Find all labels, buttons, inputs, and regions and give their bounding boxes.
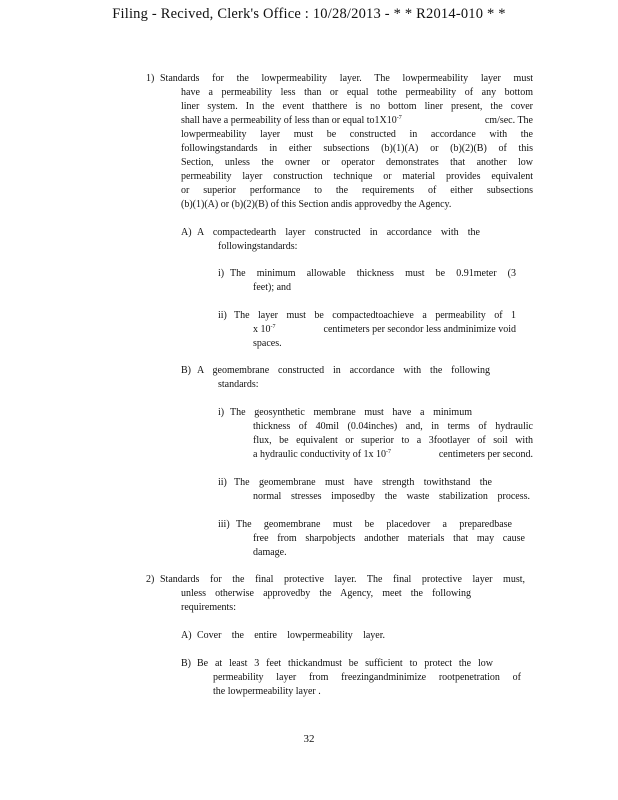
text-line: lowpermeability layer must be constructed in accordance with the	[181, 129, 533, 140]
text-fragment: x 10	[253, 324, 271, 335]
text-line: spaces.	[253, 338, 282, 349]
text-line	[253, 448, 533, 462]
item-text-cont	[253, 323, 516, 351]
text-line: requirements:	[181, 602, 236, 613]
text-line: A compactedearth layer constructed in accordance with the	[197, 227, 480, 238]
text-line: unless otherwise approvedby the Agency, meet the following	[181, 588, 471, 599]
item-label: i)	[218, 268, 225, 279]
text-line	[181, 114, 533, 128]
text-line: Section, unless the owner or operator demonstrates that another low	[181, 157, 533, 168]
text-fragment: centimeters per secondor less andminimize void	[323, 324, 516, 335]
item-label: 1)	[146, 73, 155, 84]
item-text	[197, 226, 480, 240]
text-line: followingstandards:	[218, 241, 298, 252]
text-line: The geomembrane must have strength towithstand the	[234, 477, 492, 488]
text-line: normal stresses imposedby the waste stabilization process.	[253, 491, 530, 502]
text-fragment: shall have a permeability of less than or equal to1X10	[181, 115, 397, 126]
text-line: free from sharpobjects andother materials that may cause	[253, 533, 525, 544]
item-text-cont	[218, 378, 490, 392]
text-line: feet); and	[253, 282, 292, 293]
text-line: damage.	[253, 547, 287, 558]
item-text-cont	[181, 587, 471, 615]
item-text-cont	[253, 490, 530, 504]
text-line: The layer must be compactedtoachieve a permeability of 1	[234, 310, 516, 321]
item-label: iii)	[218, 519, 230, 530]
item-label: ii)	[218, 310, 227, 321]
text-line: The geosynthetic membrane must have a minimum	[230, 407, 472, 418]
text-line: followingstandards in either subsections (b)(1)(A) or (b)(2)(B) of this	[181, 143, 533, 154]
text-fragment: centimeters per second.	[438, 449, 533, 460]
item-label: B)	[181, 365, 191, 376]
item-text	[230, 267, 516, 281]
exponent: -7	[396, 115, 402, 121]
item-label: i)	[218, 407, 225, 418]
item-label: A)	[181, 630, 192, 641]
item-text	[234, 476, 492, 490]
text-line: permeability layer from freezingandminimize rootpenetration of	[213, 672, 521, 683]
item-text-cont	[218, 240, 480, 254]
text-line: liner system. In the event thatthere is no bottom liner present, the cover	[181, 101, 533, 112]
item-text	[230, 406, 472, 420]
text-fragment: a hydraulic conductivity of 1x 10	[253, 449, 387, 460]
item-text	[197, 657, 493, 671]
text-line: Standards for the lowpermeability layer. The lowpermeability layer must	[160, 73, 533, 84]
text-line: Be at least 3 feet thickandmust be sufficient to protect the low	[197, 658, 493, 669]
exponent: -7	[270, 324, 276, 330]
text-line: have a permeability less than or equal tothe permeability of any bottom	[181, 87, 533, 98]
text-fragment: cm/sec. The	[484, 115, 533, 126]
text-line: standards:	[218, 379, 259, 390]
text-line: Cover the entire lowpermeability layer.	[197, 630, 385, 641]
page-number: 32	[303, 733, 315, 745]
text-line: A geomembrane constructed in accordance with the following	[197, 365, 490, 376]
item-text-cont	[253, 420, 533, 462]
item-text	[234, 309, 516, 323]
item-text-cont	[213, 671, 521, 699]
item-label: A)	[181, 227, 192, 238]
text-line: permeability layer construction technique or material provides equivalent	[181, 171, 533, 182]
item-text-cont	[253, 532, 525, 560]
item-text-cont	[253, 281, 516, 295]
text-line: The geomembrane must be placedover a preparedbase	[236, 519, 512, 530]
item-text-cont	[181, 86, 533, 212]
item-text	[160, 72, 533, 86]
item-label: B)	[181, 658, 191, 669]
filing-header: Filing - Recived, Clerk's Office : 10/28/2013 - * * R2014-010 * *	[112, 6, 506, 22]
text-line: the lowpermeability layer .	[213, 686, 321, 697]
item-label: 2)	[146, 574, 155, 585]
text-line: or superior performance to the requirements of either subsections	[181, 185, 533, 196]
text-line: The minimum allowable thickness must be 0.91meter (3	[230, 268, 516, 279]
item-text	[160, 573, 525, 587]
text-line	[253, 323, 516, 337]
text-line: Standards for the final protective layer. The final protective layer must,	[160, 574, 525, 585]
text-line: thickness of 40mil (0.04inches) and, in terms of hydraulic	[253, 421, 533, 432]
item-label: ii)	[218, 477, 227, 488]
item-text	[197, 629, 385, 643]
item-text	[197, 364, 490, 378]
text-line: flux, be equivalent or superior to a 3footlayer of soil with	[253, 435, 533, 446]
item-text	[236, 518, 512, 532]
exponent: -7	[386, 449, 392, 455]
text-line: (b)(1)(A) or (b)(2)(B) of this Section andis approvedby the Agency.	[181, 199, 452, 210]
